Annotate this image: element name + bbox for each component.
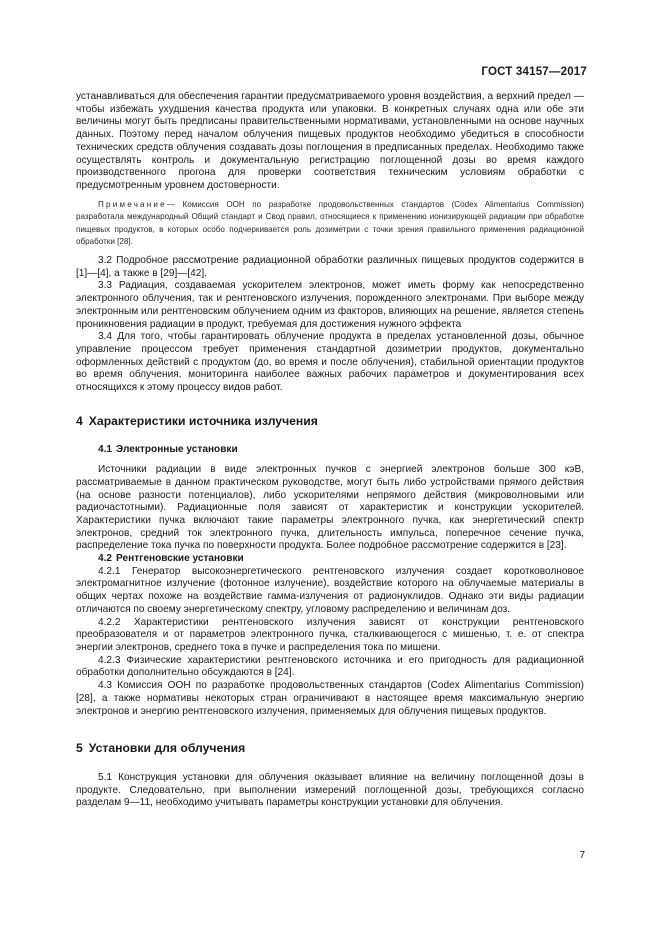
paragraph-3-2: 3.2 Подробное рассмотрение радиационной обработки различных пищевых продуктов содержится в [1]—[4], а также в [29]—[42]. (76, 255, 584, 279)
subsection-4-1-number: 4.1 (98, 444, 113, 456)
page-body (76, 91, 584, 810)
section-5-title: Установки для облучения (88, 741, 246, 756)
section-5-number: 5 (76, 741, 83, 756)
section-4-heading (76, 415, 584, 428)
subsection-4-2-heading (76, 553, 584, 566)
section-4-number: 4 (76, 413, 83, 428)
paragraph-3-3: 3.3 Радиация, создаваемая ускорителем электронов, может иметь форму как непосредственно электронного облучения, так и рентгеновского излучения, порожденного электронами. При выборе между электронным или рентгеновским облучением одним из факторов, влияющих на решение, является степень проникновения радиации в продукт, требуемая для достижения нужного эффекта (76, 280, 584, 330)
subsection-4-2-title: Рентгеновские установки (116, 553, 244, 565)
paragraph-4-3: 4.3 Комиссия ООН по разработке продовольственных стандартов (Codex Alimentarius Commission) [28], а также нормативы некоторых стран ограничивают в настоящее время максимальную энергию электронов и энергию рентгеновского излучения, применяемых для облучения пищевых продуктов. (76, 680, 584, 717)
subsection-4-1-title: Электронные установки (116, 444, 238, 456)
paragraph-4-2-3: 4.2.3 Физические характеристики рентгеновского источника и его пригодность для радиационной обработки дополнительно обсуждаются в [24]. (76, 654, 584, 679)
subsection-4-1-heading (76, 444, 584, 457)
subsection-4-2-number: 4.2 (98, 553, 113, 565)
page-number: 7 (579, 850, 585, 861)
paragraph-4-1: Источники радиации в виде электронных пучков с энергией электронов больше 300 кэВ, рассматриваемые в данном практическом руководстве, могут быть либо устройствами прямого действия (на основе разности потенциалов), либо ускорителями непрямого действия (микроволновыми или радиочастотными). Радиационные поля зависят от характеристик и конструкции ускорителей. Характеристики пучка включают такие параметры электронного пучка, как энергетический спектр электронов, средний ток электронного пучка, длительность импульса, поперечное сечение пучка, распределение тока пучка по поверхности продукта. Более подробное рассмотрение содержится в [23]. (76, 464, 584, 552)
note-paragraph (76, 199, 584, 249)
paragraph-3-4: 3.4 Для того, чтобы гарантировать облучение продукта в пределах установленной дозы, обычное управление процессом требует применения стандартной дозиметрии продуктов, документально оформленных действий с продуктом (до, во время и после облучения), стабильной ориентации продуктов во время облучения, мониторинга наиболее важных рабочих параметров и документирования всех относящихся к этому процессу видов работ. (76, 331, 584, 394)
note-text: — Комиссия ООН по разработке продовольственных стандартов (Codex Alimentarius Commission) разработала международный Общий стандарт и Свод правил, относящиеся к применению ионизирующей радиации при обработке пищевых продуктов, в которых особо подчеркивается роль дозиметрии с точки зрения правильного применения радиационной обработки [28]. (76, 199, 584, 247)
section-4-title: Характеристики источника излучения (88, 413, 318, 428)
paragraph-intro: устанавливаться для обеспечения гарантии предусматриваемого уровня воздействия, а верхний предел — чтобы избежать ухудшения качества продукта или упаковки. В конкретных случаях одна или обе эти величины могут быть предписаны правительственными нормативами, установленными на основе научных данных. Поэтому перед началом облучения пищевых продуктов необходимо убедиться в способности технических средств облучения создавать дозы поглощения в предписанных пределах. Необходимо также осуществлять контроль и документальную регистрацию поглощенной дозы во время каждого производственного прогона для проверки соответствия техническим условиям обработки с предусмотренным уровнем достоверности. (76, 91, 584, 191)
note-label: Примечание (98, 199, 167, 209)
section-5-heading (76, 742, 584, 755)
paragraph-5-1: 5.1 Конструкция установки для облучения оказывает влияние на величину поглощенной дозы в продукте. Следовательно, при выполнении измерений поглощенной дозы, требующихся согласно разделам 9—11, необходимо учитывать параметры конструкции установки для облучения. (76, 771, 584, 809)
paragraph-4-2-2: 4.2.2 Характеристики рентгеновского излучения зависят от конструкции рентгеновского преобразователя и от параметров электронного пучка, сталкивающегося с мишенью, т. е. от спектра энергии электронов, среднего тока в пучке и распределения тока по мишени. (76, 616, 584, 653)
paragraph-4-2-1: 4.2.1 Генератор высокоэнергетического рентгеновского излучения создает коротковолновое электромагнитное излучение (фотонное излучение), воздействие которого на облучаемые материалы в общих чертах похоже на воздействие гамма-излучения от радионуклидов. Однако эти виды радиации отличаются по своему энергетическому спектру, угловому распределению и величинам доз. (76, 565, 584, 615)
standard-number: ГОСТ 34157—2017 (481, 66, 587, 78)
